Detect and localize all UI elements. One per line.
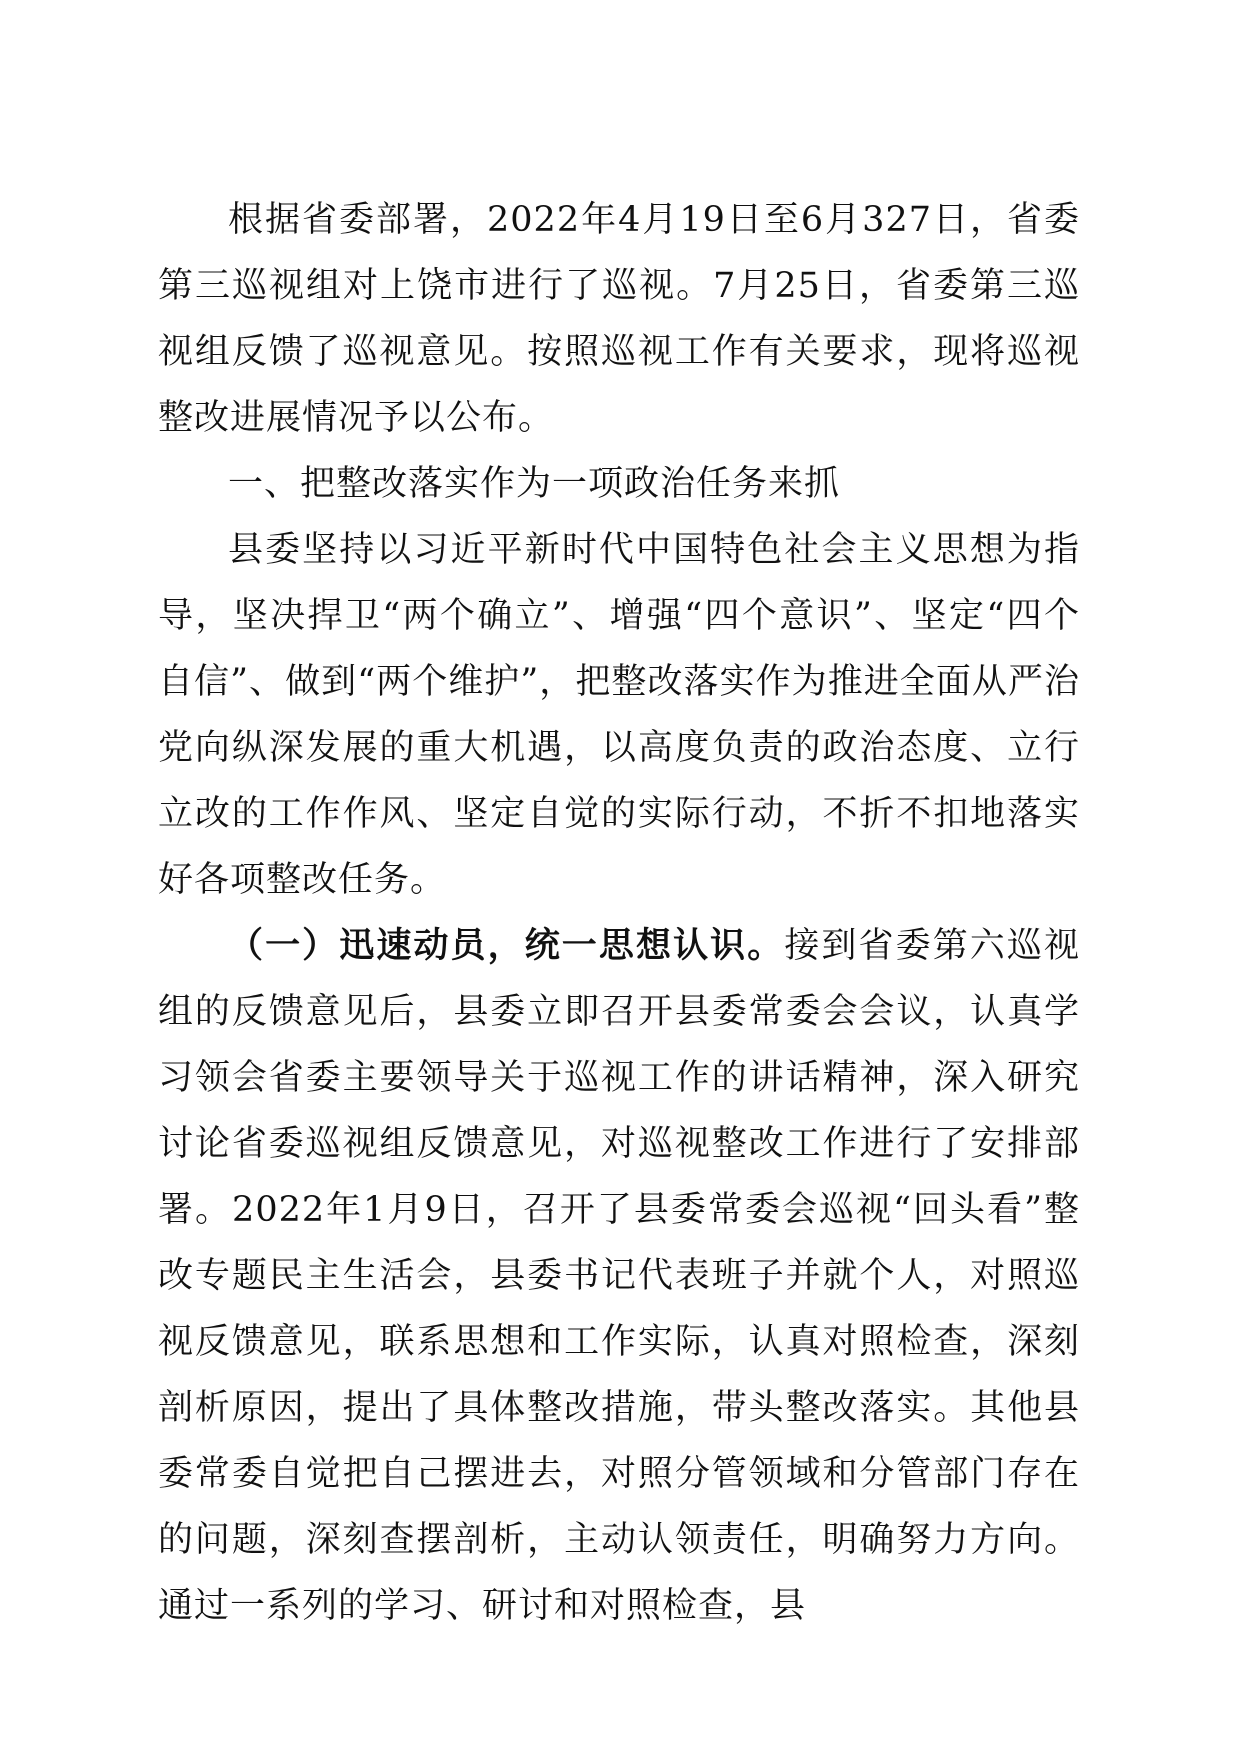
document-body (158, 187, 1080, 1639)
subsection-text: 接到省委第六巡视组的反馈意见后，县委立即召开县委常委会会议，认真学习领会省委主要领导关于巡视工作的讲话精神，深入研究讨论省委巡视组反馈意见，对巡视整改工作进行了安排部署。2022年1月9日，召开了县委常委会巡视“回头看”整改专题民主生活会，县委书记代表班子并就个人，对照巡视反馈意见，联系思想和工作实际，认真对照检查，深刻剖析原因，提出了具体整改措施，带头整改落实。其他县委常委自觉把自己摆进去，对照分管领域和分管部门存在的问题，深刻查摆剖析，主动认领责任，明确努力方向。通过一系列的学习、研讨和对照检查，县 (158, 926, 1080, 1626)
subsection-lead: （一）迅速动员，统一思想认识。 (228, 925, 785, 966)
section-heading: 一、把整改落实作为一项政治任务来抓 (228, 464, 841, 504)
subsection-paragraph (158, 913, 1080, 1639)
section-paragraph: 县委坚持以习近平新时代中国特色社会主义思想为指导，坚决捍卫“两个确立”、增强“四个意识”、坚定“四个自信”、做到“两个维护”，把整改落实作为推进全面从严治党向纵深发展的重大机遇，以高度负责的政治态度、立行立改的工作作风、坚定自觉的实际行动，不折不扣地落实好各项整改任务。 (158, 530, 1080, 900)
intro-paragraph: 根据省委部署，2022年4月19日至6月327日，省委第三巡视组对上饶市进行了巡视。7月25日，省委第三巡视组反馈了巡视意见。按照巡视工作有关要求，现将巡视整改进展情况予以公布。 (158, 200, 1080, 438)
